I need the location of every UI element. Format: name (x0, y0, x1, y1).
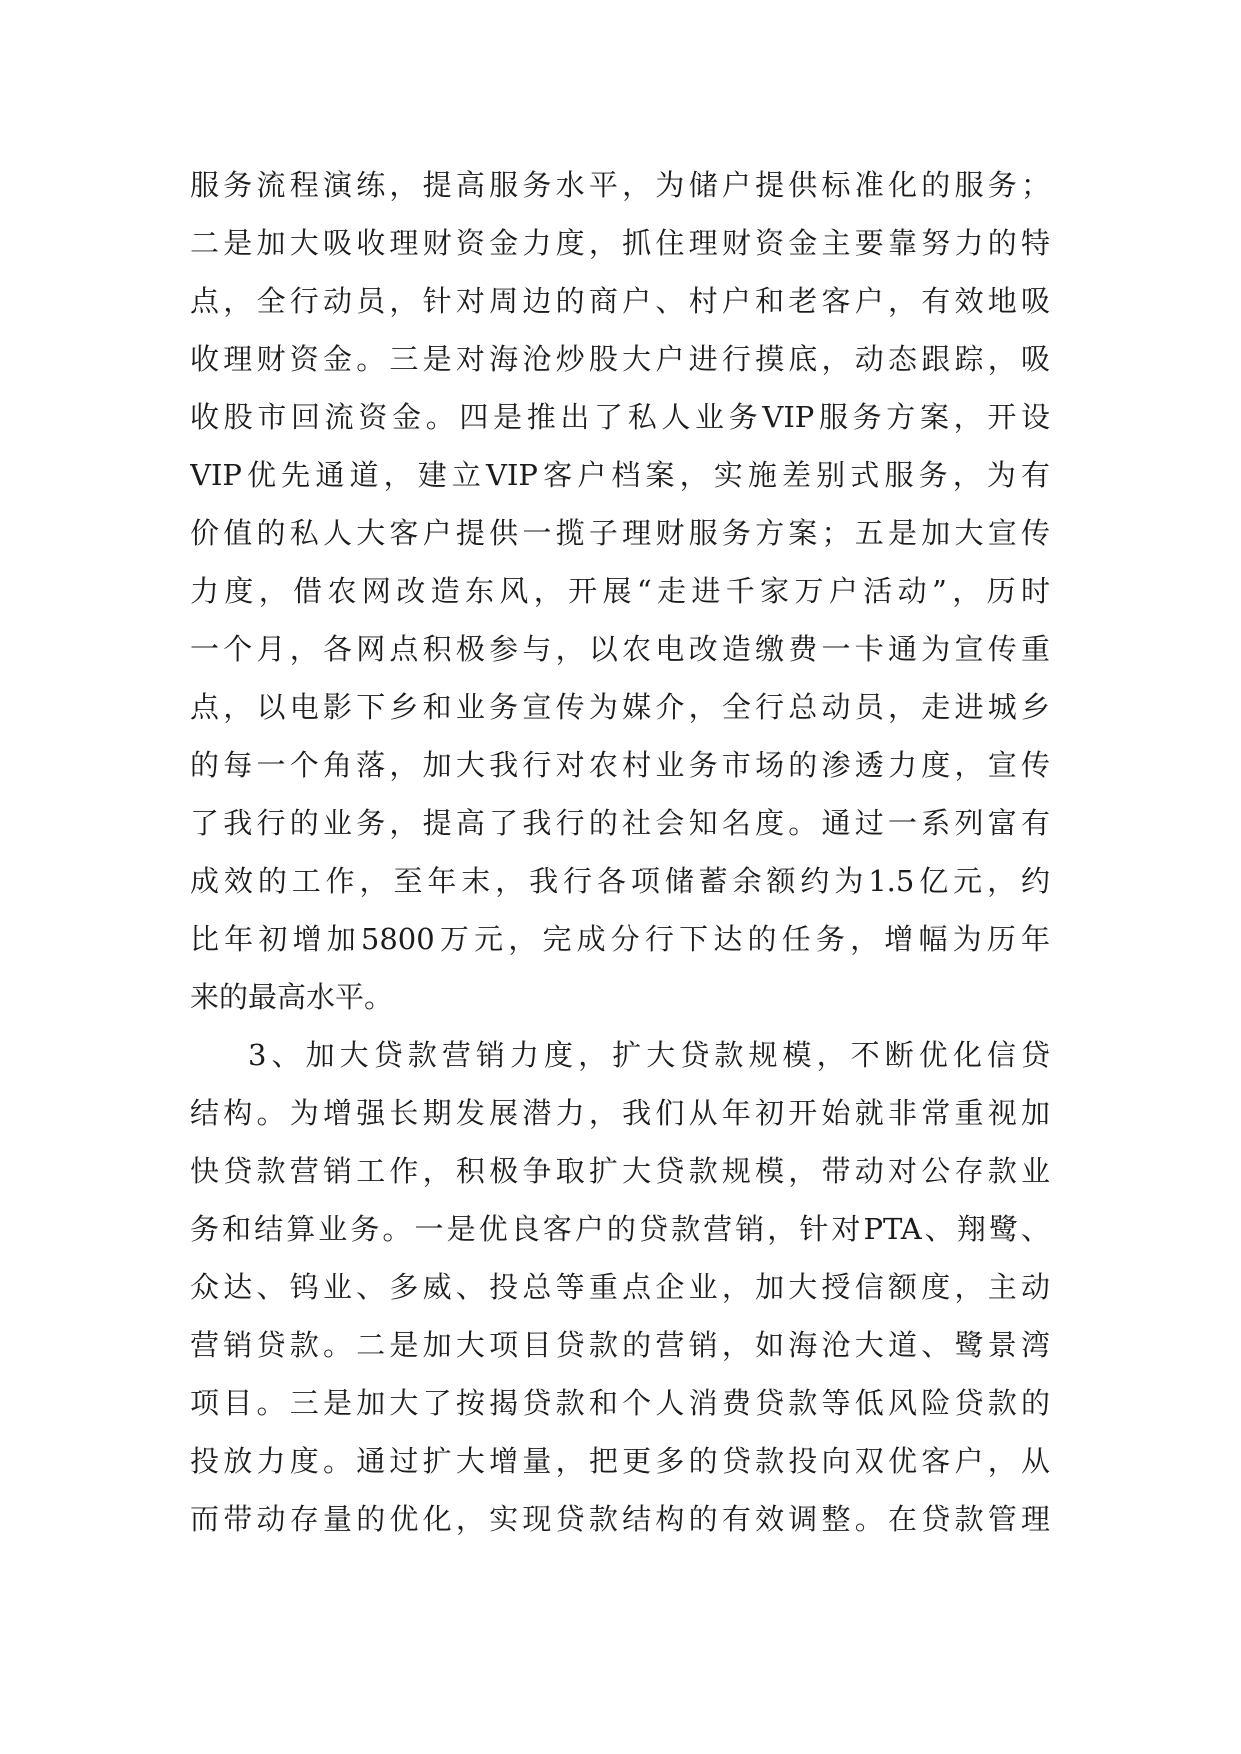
text-line: 价值的私人大客户提供一揽子理财服务方案；五是加大宣传 (190, 516, 1050, 550)
text-line: 点，以电影下乡和业务宣传为媒介，全行总动员，走进城乡 (190, 690, 1050, 724)
text-line: 而带动存量的优化，实现贷款结构的有效调整。在贷款管理 (190, 1502, 1050, 1536)
text-line: 快贷款营销工作，积极争取扩大贷款规模，带动对公存款业 (190, 1154, 1050, 1188)
text-line: 成效的工作，至年末，我行各项储蓄余额约为1.5亿元，约 (190, 864, 1050, 898)
text-line: 一个月，各网点积极参与，以农电改造缴费一卡通为宣传重 (190, 632, 1050, 666)
text-line: 结构。为增强长期发展潜力，我们从年初开始就非常重视加 (190, 1096, 1050, 1130)
text-line: 众达、钨业、多威、投总等重点企业，加大授信额度，主动 (190, 1270, 1050, 1304)
document-body (190, 156, 1050, 1548)
text-line: 收股市回流资金。四是推出了私人业务VIP服务方案，开设 (190, 400, 1050, 434)
text-line: 收理财资金。三是对海沧炒股大户进行摸底，动态跟踪，吸 (190, 342, 1050, 376)
text-line: 比年初增加5800万元，完成分行下达的任务，增幅为历年 (190, 922, 1050, 956)
text-line: 营销贷款。二是加大项目贷款的营销，如海沧大道、鹭景湾 (190, 1328, 1050, 1362)
text-line: 务和结算业务。一是优良客户的贷款营销，针对PTA、翔鹭、 (190, 1212, 1050, 1246)
text-line: 力度，借农网改造东风，开展“走进千家万户活动”，历时 (190, 574, 1050, 608)
text-line: 3、加大贷款营销力度，扩大贷款规模，不断优化信贷 (248, 1038, 1050, 1072)
text-line: 的每一个角落，加大我行对农村业务市场的渗透力度，宣传 (190, 748, 1050, 782)
text-line: 二是加大吸收理财资金力度，抓住理财资金主要靠努力的特 (190, 226, 1050, 260)
text-line: VIP优先通道，建立VIP客户档案，实施差别式服务，为有 (190, 458, 1050, 492)
text-line: 投放力度。通过扩大增量，把更多的贷款投向双优客户，从 (190, 1444, 1050, 1478)
text-line: 项目。三是加大了按揭贷款和个人消费贷款等低风险贷款的 (190, 1386, 1050, 1420)
text-line: 服务流程演练，提高服务水平，为储户提供标准化的服务； (190, 168, 1050, 202)
text-line: 点，全行动员，针对周边的商户、村户和老客户，有效地吸 (190, 284, 1050, 318)
text-line: 了我行的业务，提高了我行的社会知名度。通过一系列富有 (190, 806, 1050, 840)
text-line: 来的最高水平。 (190, 980, 394, 1014)
